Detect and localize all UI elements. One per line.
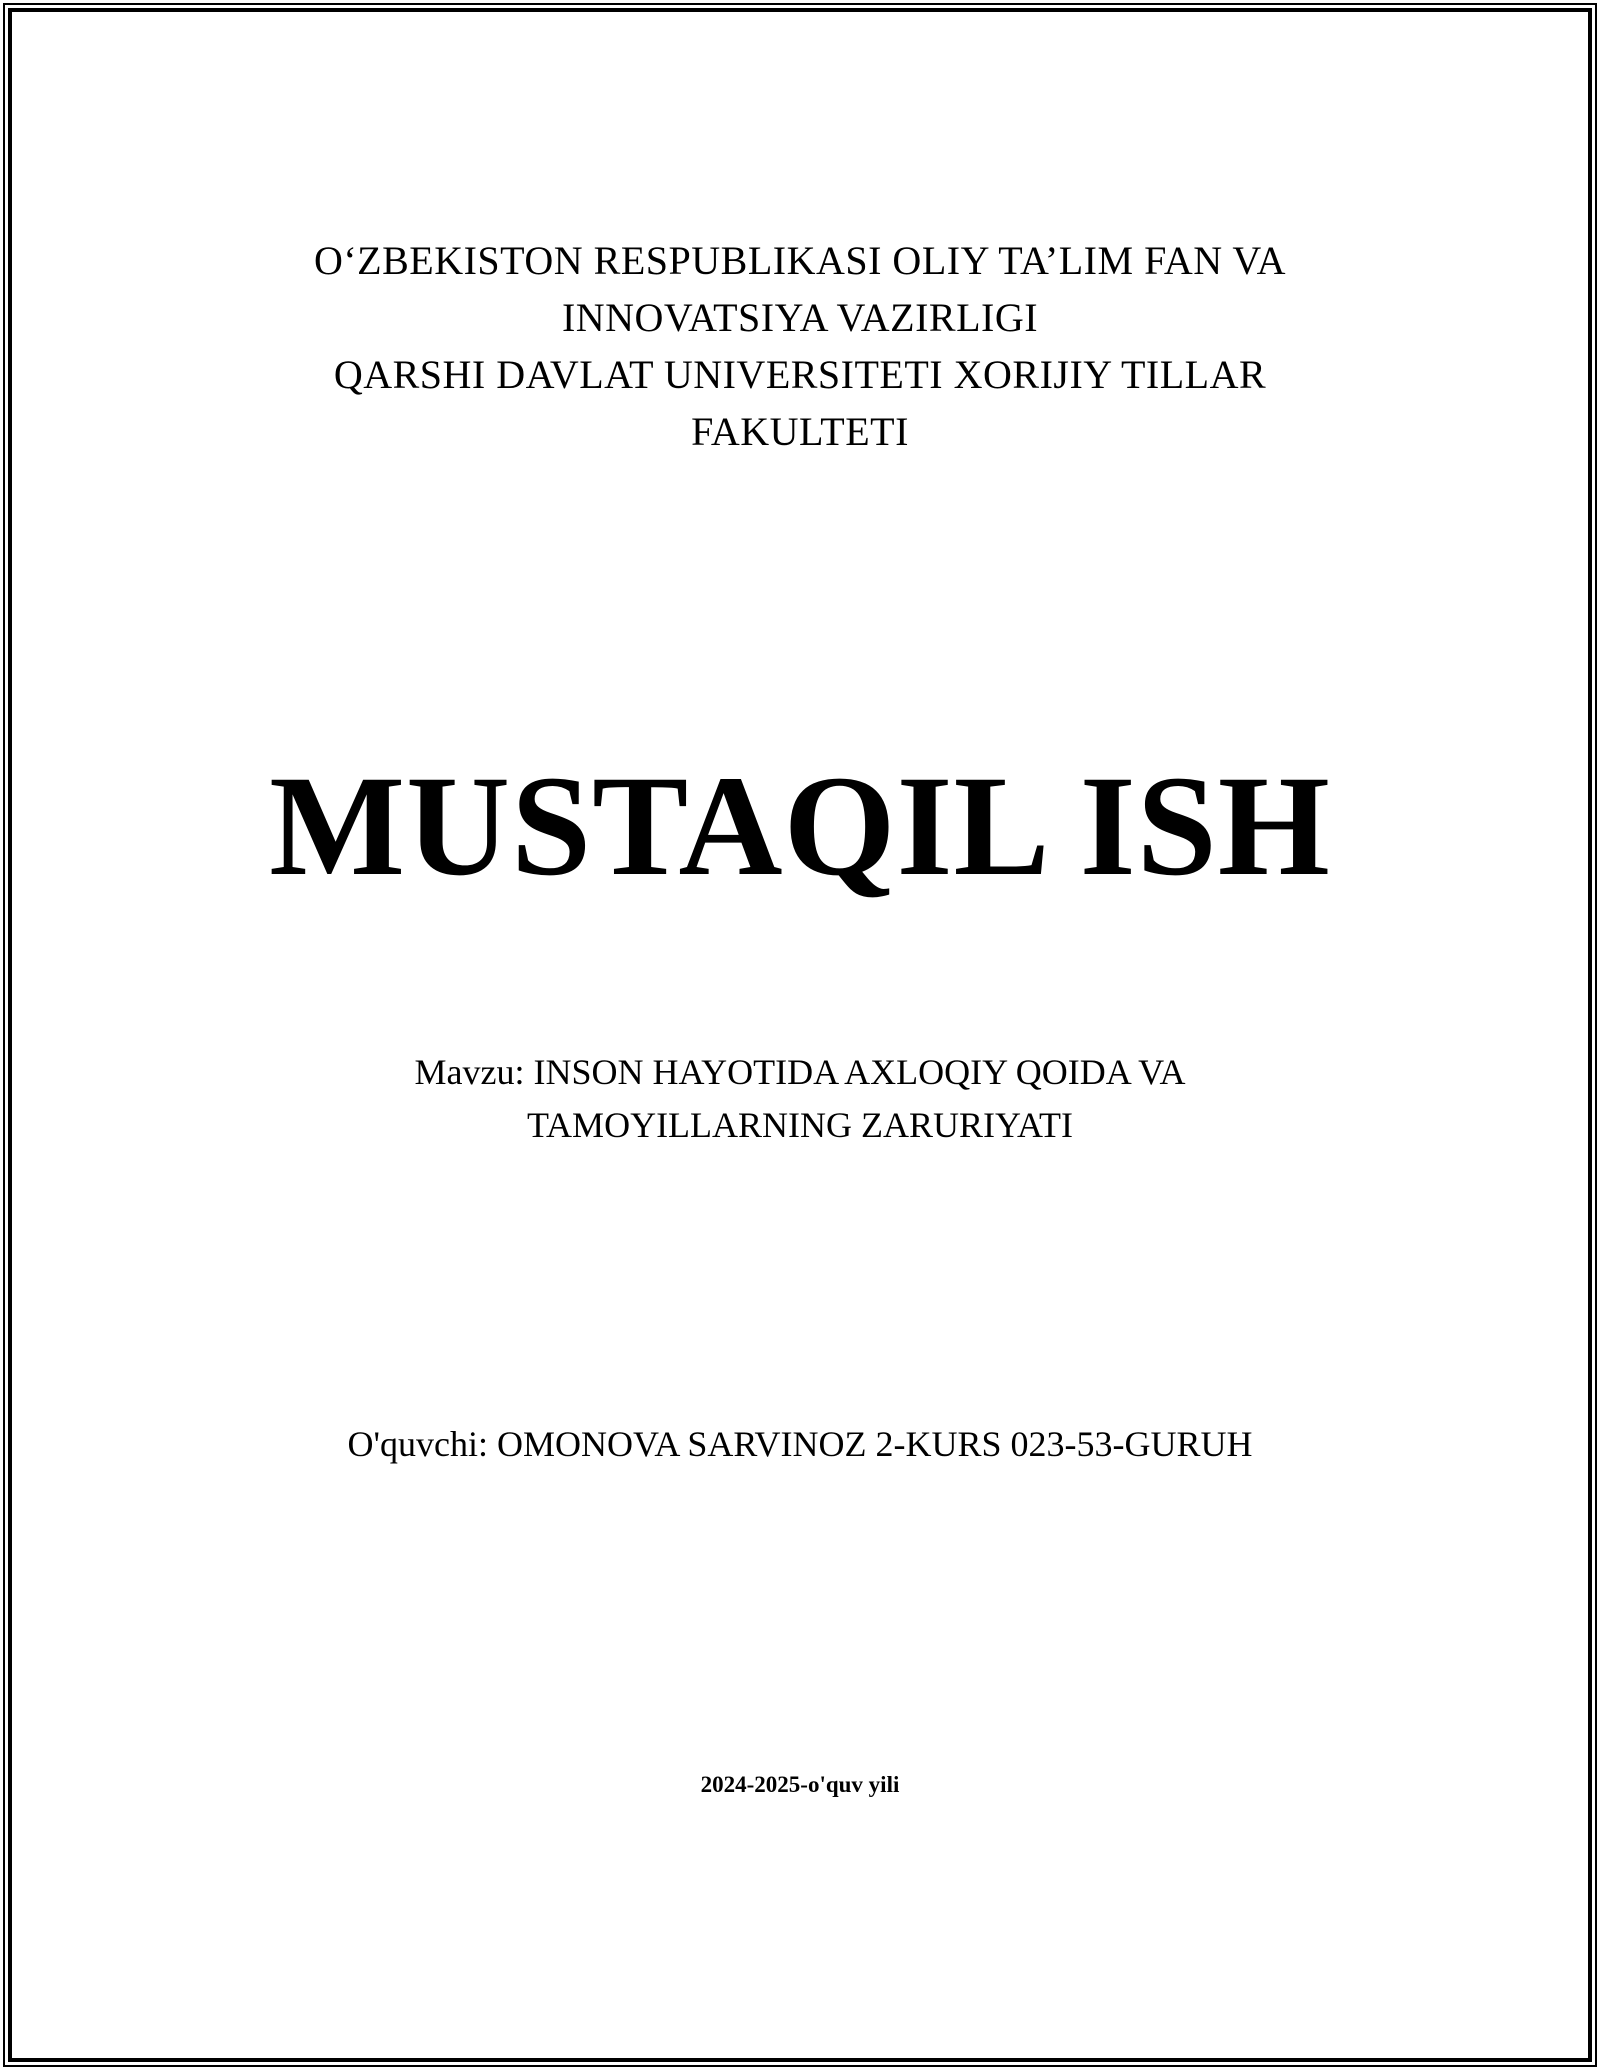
topic-line-2: TAMOYILLARNING ZARURIYATI [526, 1105, 1074, 1145]
topic-line-1: Mavzu: INSON HAYOTIDA AXLOQIY QOIDA VA [414, 1052, 1186, 1092]
topic-section [40, 1046, 1560, 1152]
header-line-ministry-1: O‘ZBEKISTON RESPUBLIKASI OLIY TA’LIM FAN VA [313, 238, 1287, 283]
header-line-faculty: FAKULTETI [691, 409, 909, 454]
document-title: MUSTAQIL ISH [269, 747, 1331, 906]
header-line-university: QARSHI DAVLAT UNIVERSITETI XORIJIY TILLAR [333, 352, 1267, 397]
ministry-university-header [40, 232, 1560, 460]
header-line-ministry-2: INNOVATSIYA VAZIRLIGI [561, 295, 1039, 340]
academic-year: 2024-2025-o'quv yili [700, 1772, 900, 1797]
student-info: O'quvchi: OMONOVA SARVINOZ 2-KURS 023-53-GURUH [347, 1424, 1253, 1464]
